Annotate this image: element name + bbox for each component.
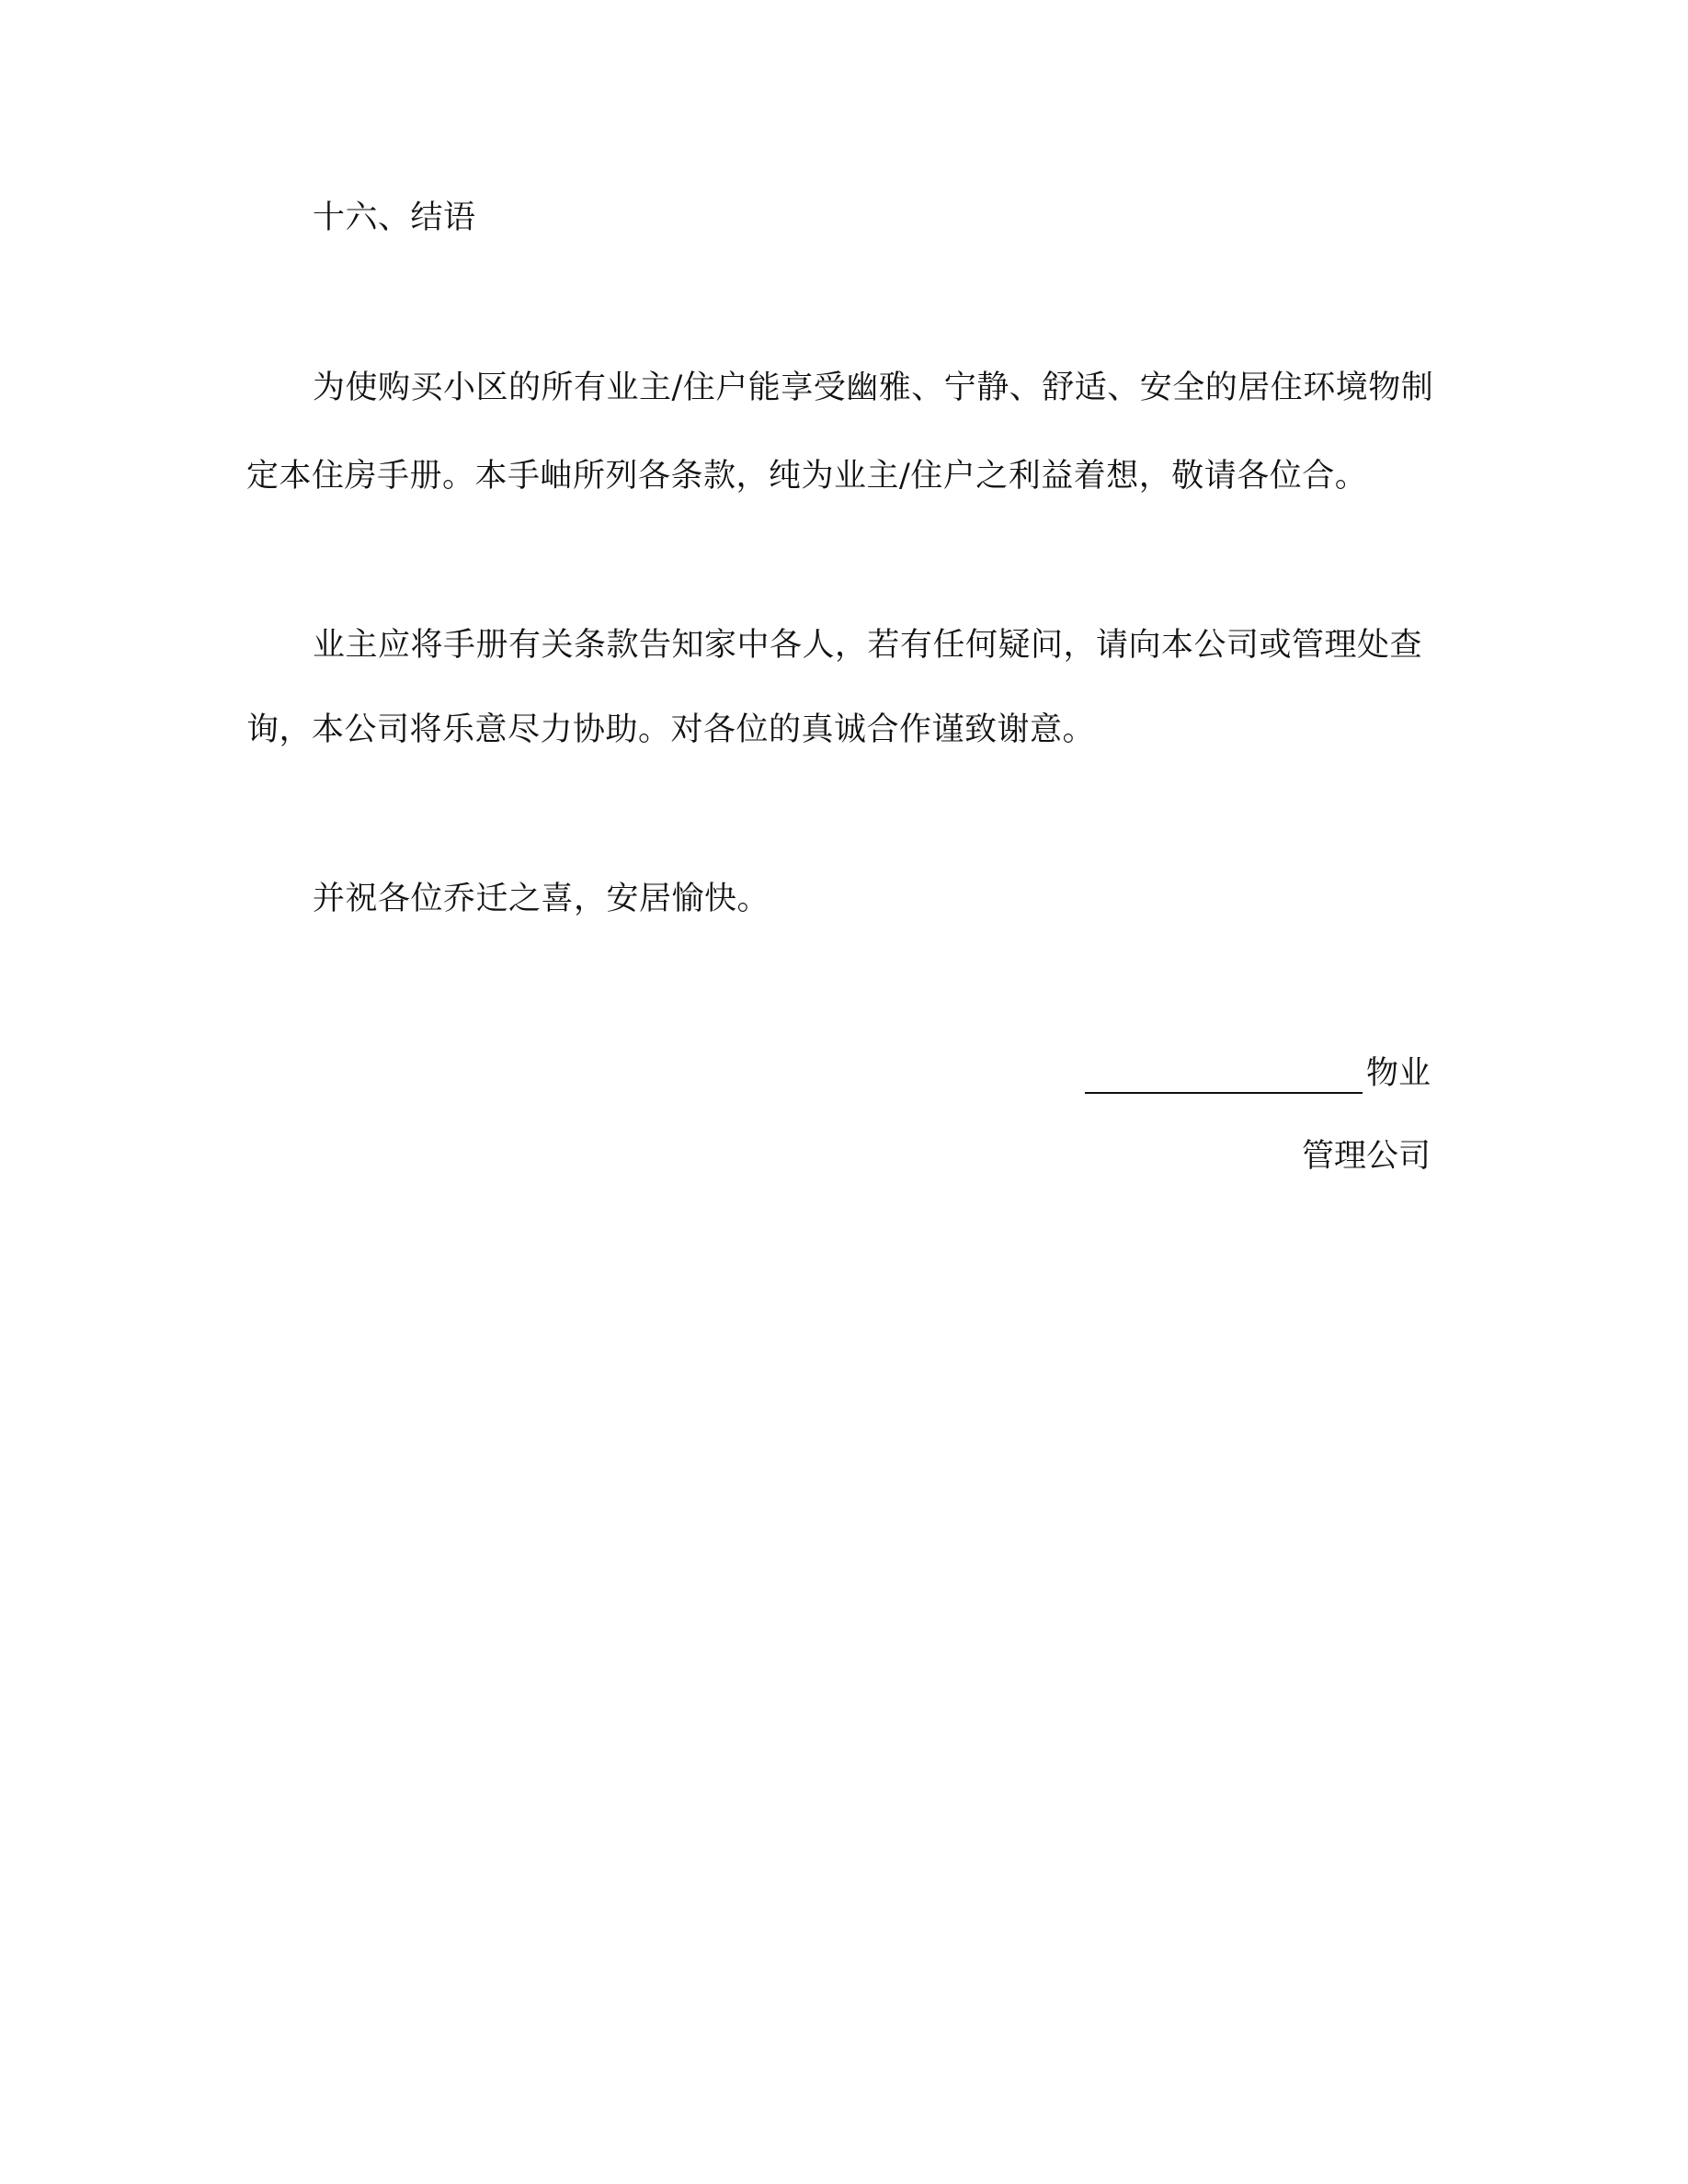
signature-line bbox=[1085, 1053, 1431, 1094]
signature-company: 管理公司 bbox=[1301, 1138, 1431, 1175]
paragraph-2-line-2: 询，本公司将乐意尽力协助。对各位的真诚合作谨致谢意。 bbox=[246, 711, 1096, 748]
signature-suffix: 物业 bbox=[1365, 1055, 1431, 1092]
paragraph-1-line-2: 定本住房手册。本手岫所列各条款，纯为业主/住户之利益着想，敬请各位合。 bbox=[246, 458, 1368, 495]
paragraph-2-line-1: 业主应将手册有关条款告知家中各人，若有任何疑问，请向本公司或管理处查 bbox=[313, 627, 1423, 664]
section-heading: 十六、结语 bbox=[313, 199, 476, 236]
paragraph-3: 并祝各位乔迁之喜，安居愉快。 bbox=[313, 881, 770, 917]
signature-blank bbox=[1085, 1059, 1363, 1094]
paragraph-1-line-1: 为使购买小区的所有业主/住户能享受幽雅、宁静、舒适、安全的居住环境物制 bbox=[313, 370, 1434, 406]
